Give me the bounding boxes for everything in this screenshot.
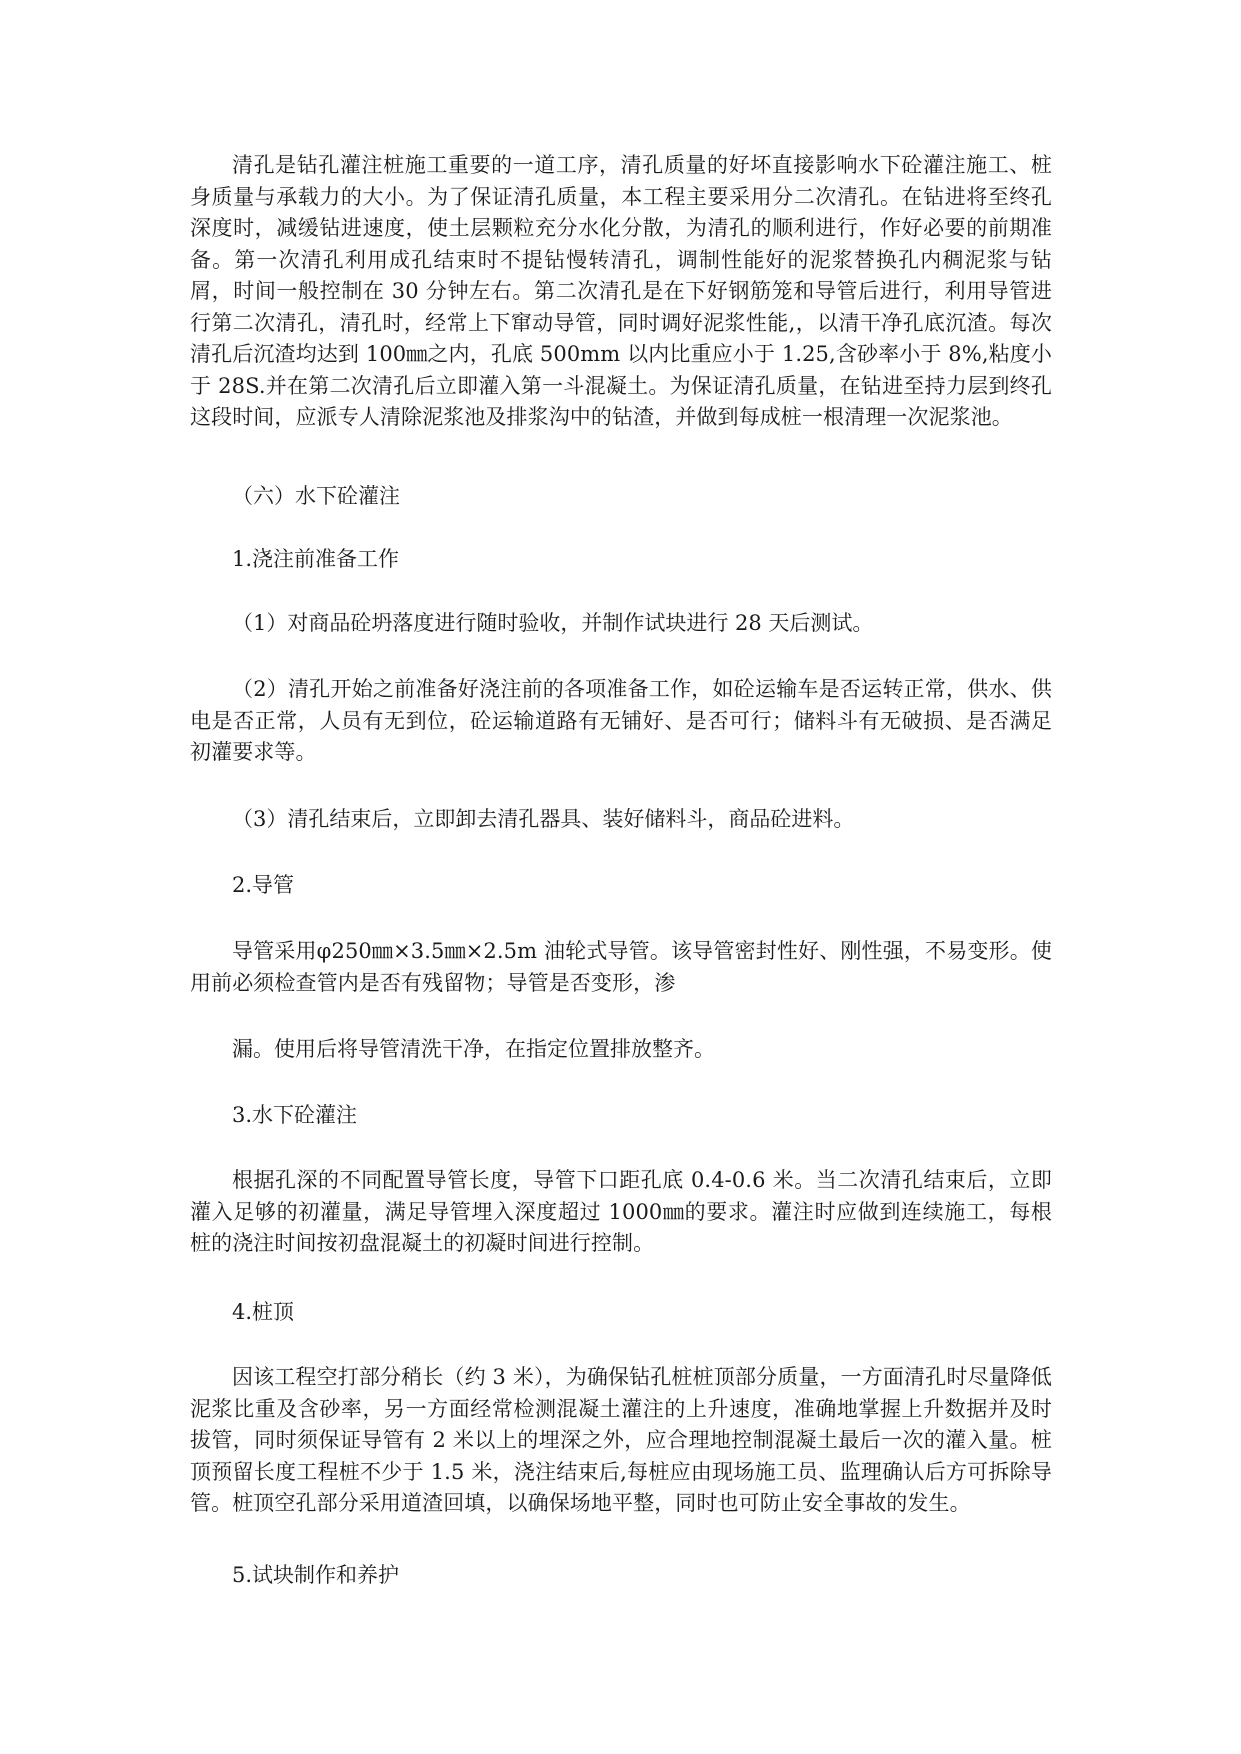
paragraph-pipe-continued: 漏。使用后将导管清洗干净，在指定位置排放整齐。 (232, 1037, 715, 1061)
subsection-1-heading: 1.浇注前准备工作 (232, 547, 400, 571)
list-item-2: （2）清孔开始之前准备好浇注前的各项准备工作，如砼运输车是否运转正常，供水、供电是否正常，人员有无到位，砼运输道路有无铺好、是否可行；储料斗有无破损、是否满足初灌要求等。 (190, 677, 1052, 764)
paragraph-pile-top: 因该工程空打部分稍长（约 3 米），为确保钻孔桩桩顶部分质量，一方面清孔时尽量降低泥浆比重及含砂率，另一方面经常检测混凝土灌注的上升速度，准确地掌握上升数据并及时拔管，同时须保证导管有 2 米以上的埋深之外，应合理地控制混凝土最后一次的灌入量。桩顶预留长度工程桩不少于 1.5 米，浇注结束后,每桩应由现场施工员、监理确认后方可拆除导管。桩顶空孔部分采用道渣回填，以确保场地平整，同时也可防止安全事故的发生。 (190, 1365, 1052, 1515)
section-6-heading: （六）水下砼灌注 (232, 484, 400, 508)
subsection-3-heading: 3.水下砼灌注 (232, 1103, 358, 1127)
list-item-1: （1）对商品砼坍落度进行随时验收，并制作试块进行 28 天后测试。 (232, 611, 874, 635)
paragraph-pour: 根据孔深的不同配置导管长度，导管下口距孔底 0.4-0.6 米。当二次清孔结束后，立即灌入足够的初灌量，满足导管埋入深度超过 1000㎜的要求。灌注时应做到连续施工，每根桩的浇注时间按初盘混凝土的初凝时间进行控制。 (190, 1168, 1052, 1255)
paragraph-pipe: 导管采用φ250㎜×3.5㎜×2.5m 油轮式导管。该导管密封性好、刚性强，不易变形。使用前必须检查管内是否有残留物；导管是否变形，渗 (190, 939, 1052, 995)
subsection-5-heading: 5.试块制作和养护 (232, 1563, 400, 1587)
list-item-3: （3）清孔结束后，立即卸去清孔器具、装好储料斗，商品砼进料。 (232, 807, 855, 831)
subsection-4-heading: 4.桩顶 (232, 1300, 295, 1324)
paragraph-clean-hole: 清孔是钻孔灌注桩施工重要的一道工序，清孔质量的好坏直接影响水下砼灌注施工、桩身质量与承载力的大小。为了保证清孔质量，本工程主要采用分二次清孔。在钻进将至终孔深度时，减缓钻进速度，使土层颗粒充分水化分散，为清孔的顺利进行，作好必要的前期准备。第一次清孔利用成孔结束时不提钻慢转清孔，调制性能好的泥浆替换孔内稠泥浆与钻屑，时间一般控制在 30 分钟左右。第二次清孔是在下好钢筋笼和导管后进行，利用导管进行第二次清孔，清孔时，经常上下窜动导管，同时调好泥浆性能,，以清干净孔底沉渣。每次清孔后沉渣均达到 100㎜之内，孔底 500mm 以内比重应小于 1.25,含砂率小于 8%,粘度小于 28S.并在第二次清孔后立即灌入第一斗混凝土。为保证清孔质量，在钻进至持力层到终孔这段时间，应派专人清除泥浆池及排浆沟中的钻渣，并做到每成桩一根清理一次泥浆池。 (190, 153, 1052, 429)
subsection-2-heading: 2.导管 (232, 873, 295, 897)
